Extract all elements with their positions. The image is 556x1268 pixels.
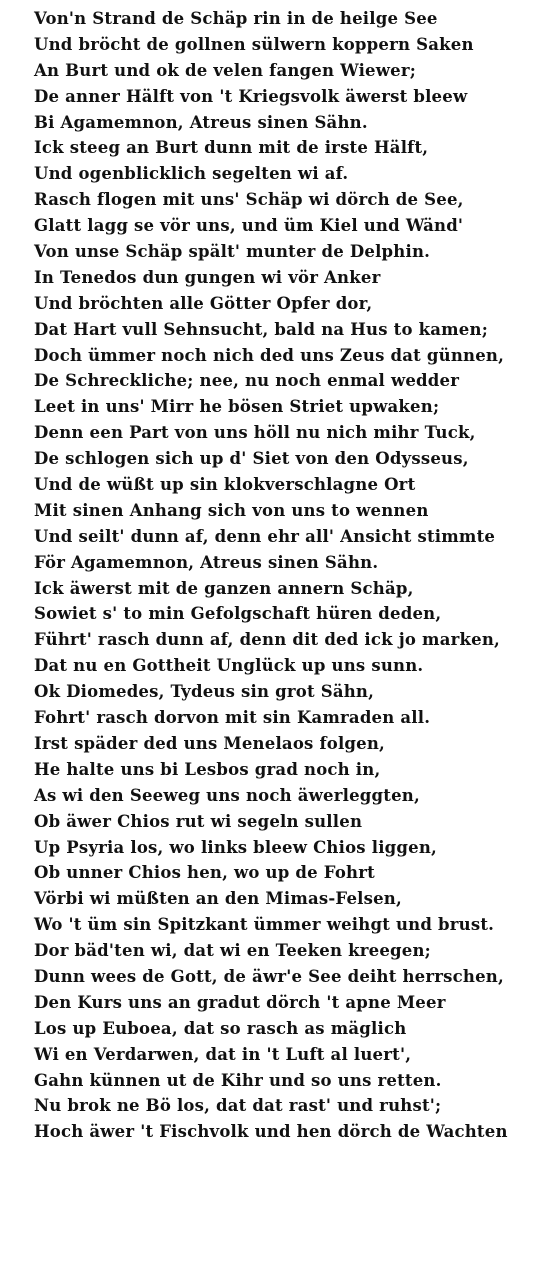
poem-line: Ok Diomedes, Tydeus sin grot Sähn, (34, 682, 375, 702)
poem-line: Von'n Strand de Schäp rin in de heilge See (34, 9, 438, 28)
poem-line: För Agamemnon, Atreus sinen Sähn. (34, 552, 379, 572)
poem-line: Denn een Part von uns höll nu nich mihr Tuck, (34, 423, 476, 443)
poem-line: Gahn künnen ut de Kihr und so uns retten. (34, 1070, 442, 1090)
poem-line: He halte uns bi Lesbos grad noch in, (34, 759, 381, 779)
poem-line: As wi den Seeweg uns noch äwerleggten, (34, 785, 420, 805)
poem-line: Und de wüßt up sin klokverschlagne Ort (34, 475, 416, 495)
poem-line: Ick äwerst mit de ganzen annern Schäp, (34, 578, 414, 598)
poem-line: Irst späder ded uns Menelaos folgen, (34, 733, 386, 753)
poem-line: Wi en Verdarwen, dat in 't Luft al luert', (34, 1044, 412, 1064)
poem-line: Leet in uns' Mirr he bösen Striet upwaken; (34, 397, 440, 417)
poem-line: Ob äwer Chios rut wi segeln sullen (34, 811, 363, 831)
poem-line: Und ogenblicklich segelten wi af. (34, 164, 349, 184)
poem-line: De Schreckliche; nee, nu noch enmal wedder (34, 371, 460, 391)
poem-line: In Tenedos dun gungen wi vör Anker (34, 267, 381, 287)
poem-line: Doch ümmer noch nich ded uns Zeus dat günnen, (34, 345, 505, 365)
poem-line: Ick steeg an Burt dunn mit de irste Hälft, (34, 138, 429, 158)
poem-line: Los up Euboea, dat so rasch as mäglich (34, 1018, 407, 1038)
poem-line: Dunn wees de Gott, de äwr'e See deiht herrschen, (34, 966, 504, 986)
poem-line: Und bröchten alle Götter Opfer dor, (34, 293, 373, 313)
poem-line: Und bröcht de gollnen sülwern koppern Saken (34, 34, 474, 54)
poem-line: Vörbi wi müßten an den Mimas-Felsen, (34, 889, 402, 909)
poem-line: Von unse Schäp spält' munter de Delphin. (34, 242, 431, 262)
poem-line: Dat nu en Gottheit Unglück up uns sunn. (34, 656, 424, 676)
poem-line: Hoch äwer 't Fischvolk und hen dörch de Wachten (34, 1122, 508, 1142)
poem-line: Den Kurs uns an gradut dörch 't apne Meer (34, 992, 446, 1012)
poem-line: Fohrt' rasch dorvon mit sin Kamraden all. (34, 708, 431, 728)
poem-line: Führt' rasch dunn af, denn dit ded ick jo marken, (34, 630, 500, 650)
poem-line: Up Psyria los, wo links bleew Chios liggen, (34, 837, 437, 857)
poem-line: Rasch flogen mit uns' Schäp wi dörch de See, (34, 190, 464, 210)
poem-line: Dat Hart vull Sehnsucht, bald na Hus to kamen; (34, 319, 488, 339)
poem-line: Und seilt' dunn af, denn ehr all' Ansicht stimmte (34, 526, 496, 546)
poem-line: An Burt und ok de velen fangen Wiewer; (34, 60, 417, 80)
poem-line: Glatt lagg se vör uns, und üm Kiel und Wänd' (34, 216, 464, 236)
poem-line: De anner Hälft von 't Kriegsvolk äwerst bleew (34, 86, 468, 106)
poem-line: Wo 't üm sin Spitzkant ümmer weihgt und brust. (34, 915, 495, 935)
poem-line: Bi Agamemnon, Atreus sinen Sähn. (34, 112, 368, 132)
poem-line: Mit sinen Anhang sich von uns to wennen (34, 500, 429, 520)
poem-text-block (34, 6, 550, 1145)
poem-line: De schlogen sich up d' Siet von den Odysseus, (34, 449, 469, 469)
poem-line: Nu brok ne Bö los, dat dat rast' und ruhst'; (34, 1096, 442, 1116)
poem-line: Sowiet s' to min Gefolgschaft hüren deden, (34, 604, 442, 624)
poem-line: Ob unner Chios hen, wo up de Fohrt (34, 863, 375, 883)
poem-line: Dor bäd'ten wi, dat wi en Teeken kreegen; (34, 941, 431, 961)
